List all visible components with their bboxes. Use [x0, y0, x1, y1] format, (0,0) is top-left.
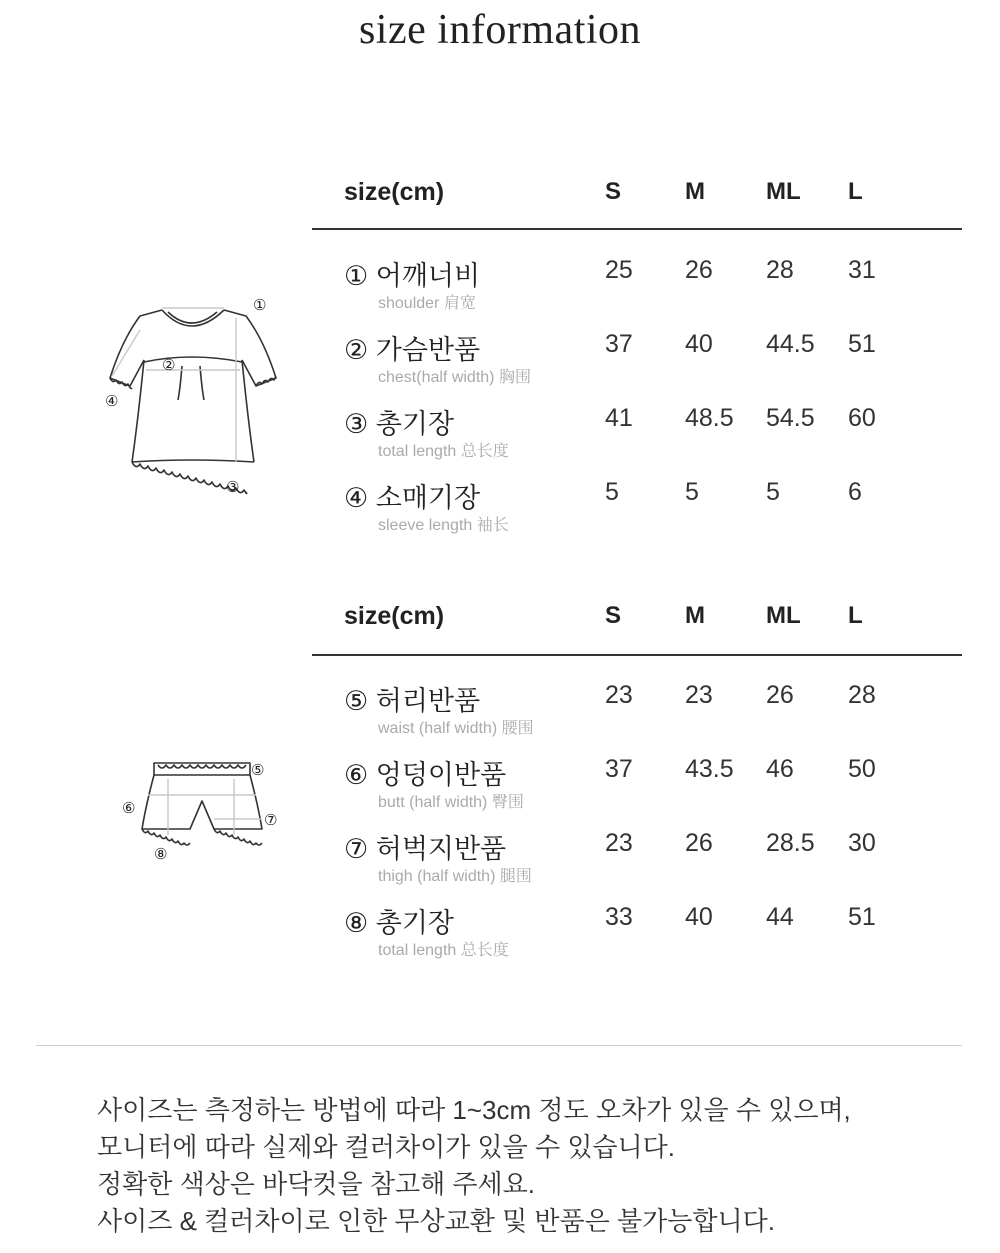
table-header — [312, 602, 962, 650]
row-label: 총기장 — [375, 908, 454, 938]
table-row — [312, 753, 962, 827]
value-m: 43.5 — [685, 755, 734, 783]
value-ml: 54.5 — [766, 404, 815, 432]
page-title: size information — [358, 7, 642, 53]
table-row — [312, 402, 962, 476]
value-ml: 26 — [766, 681, 794, 709]
row-number: ② — [344, 335, 369, 365]
marker-4: ④ — [105, 392, 119, 410]
row-number: ⑦ — [344, 834, 369, 864]
row-number: ⑥ — [344, 760, 369, 790]
col-s: S — [605, 178, 622, 205]
shorts-illustration — [118, 755, 288, 865]
row-label: 가슴반품 — [375, 335, 481, 365]
value-ml: 44.5 — [766, 330, 815, 358]
size-notes — [97, 1092, 851, 1240]
note-line: 사이즈 & 컬러차이로 인한 무상교환 및 반품은 불가능합니다. — [97, 1206, 775, 1236]
value-m: 48.5 — [685, 404, 734, 432]
table-row — [312, 328, 962, 402]
col-s: S — [605, 602, 622, 629]
value-ml: 28 — [766, 256, 794, 284]
value-m: 26 — [685, 256, 713, 284]
row-sublabel: shoulder 肩宽 — [378, 295, 476, 312]
row-label: 소매기장 — [375, 483, 481, 513]
value-ml: 5 — [766, 478, 780, 506]
value-ml: 44 — [766, 903, 794, 931]
value-s: 37 — [605, 330, 633, 358]
marker-6: ⑥ — [122, 799, 136, 817]
value-s: 41 — [605, 404, 633, 432]
value-l: 30 — [848, 829, 876, 857]
value-l: 51 — [848, 330, 876, 358]
marker-1: ① — [253, 296, 267, 314]
row-sublabel: chest(half width) 胸围 — [378, 369, 531, 386]
value-s: 23 — [605, 829, 633, 857]
table-header — [312, 178, 962, 226]
table-row — [312, 476, 962, 550]
value-m: 26 — [685, 829, 713, 857]
row-sublabel: butt (half width) 臀围 — [378, 794, 524, 811]
note-line: 정확한 색상은 바닥컷을 참고해 주세요. — [97, 1169, 535, 1199]
row-sublabel: total length 总长度 — [378, 942, 509, 959]
row-sublabel: total length 总长度 — [378, 443, 509, 460]
value-l: 31 — [848, 256, 876, 284]
row-sublabel: waist (half width) 腰围 — [378, 720, 534, 737]
size-unit-label: size(cm) — [344, 178, 445, 206]
row-label: 어깨너비 — [375, 261, 481, 291]
value-s: 33 — [605, 903, 633, 931]
marker-2: ② — [162, 356, 176, 374]
row-number: ⑧ — [344, 908, 369, 938]
row-label: 엉덩이반품 — [375, 760, 507, 790]
header-rule — [312, 654, 962, 656]
value-l: 50 — [848, 755, 876, 783]
table-row — [312, 679, 962, 753]
note-line: 사이즈는 측정하는 방법에 따라 1~3cm 정도 오차가 있을 수 있으며, — [97, 1095, 851, 1125]
size-unit-label: size(cm) — [344, 602, 445, 630]
header-rule — [312, 228, 962, 230]
row-number: ① — [344, 261, 369, 291]
table-row — [312, 827, 962, 901]
marker-7: ⑦ — [264, 811, 278, 829]
value-l: 51 — [848, 903, 876, 931]
col-m: M — [685, 178, 705, 205]
value-m: 5 — [685, 478, 699, 506]
value-l: 6 — [848, 478, 862, 506]
row-label: 총기장 — [375, 409, 454, 439]
col-l: L — [848, 178, 863, 205]
value-l: 28 — [848, 681, 876, 709]
top-size-table — [312, 178, 962, 548]
value-l: 60 — [848, 404, 876, 432]
col-ml: ML — [766, 602, 801, 629]
marker-5: ⑤ — [251, 761, 265, 779]
value-m: 23 — [685, 681, 713, 709]
value-m: 40 — [685, 330, 713, 358]
value-s: 5 — [605, 478, 619, 506]
marker-8: ⑧ — [154, 845, 168, 863]
row-number: ④ — [344, 483, 369, 513]
section-divider — [36, 1045, 962, 1046]
row-number: ⑤ — [344, 686, 369, 716]
value-ml: 28.5 — [766, 829, 815, 857]
note-line: 모니터에 따라 실제와 컬러차이가 있을 수 있습니다. — [97, 1132, 676, 1162]
row-label: 허벅지반품 — [375, 834, 507, 864]
value-s: 37 — [605, 755, 633, 783]
value-s: 23 — [605, 681, 633, 709]
value-s: 25 — [605, 256, 633, 284]
blouse-illustration — [100, 290, 285, 500]
row-sublabel: sleeve length 袖长 — [378, 517, 509, 534]
col-l: L — [848, 602, 863, 629]
value-m: 40 — [685, 903, 713, 931]
bottom-size-table — [312, 602, 962, 972]
marker-3: ③ — [226, 478, 240, 496]
col-ml: ML — [766, 178, 801, 205]
row-label: 허리반품 — [375, 686, 481, 716]
table-row — [312, 901, 962, 975]
table-row — [312, 254, 962, 328]
row-sublabel: thigh (half width) 腿围 — [378, 868, 532, 885]
col-m: M — [685, 602, 705, 629]
row-number: ③ — [344, 409, 369, 439]
value-ml: 46 — [766, 755, 794, 783]
